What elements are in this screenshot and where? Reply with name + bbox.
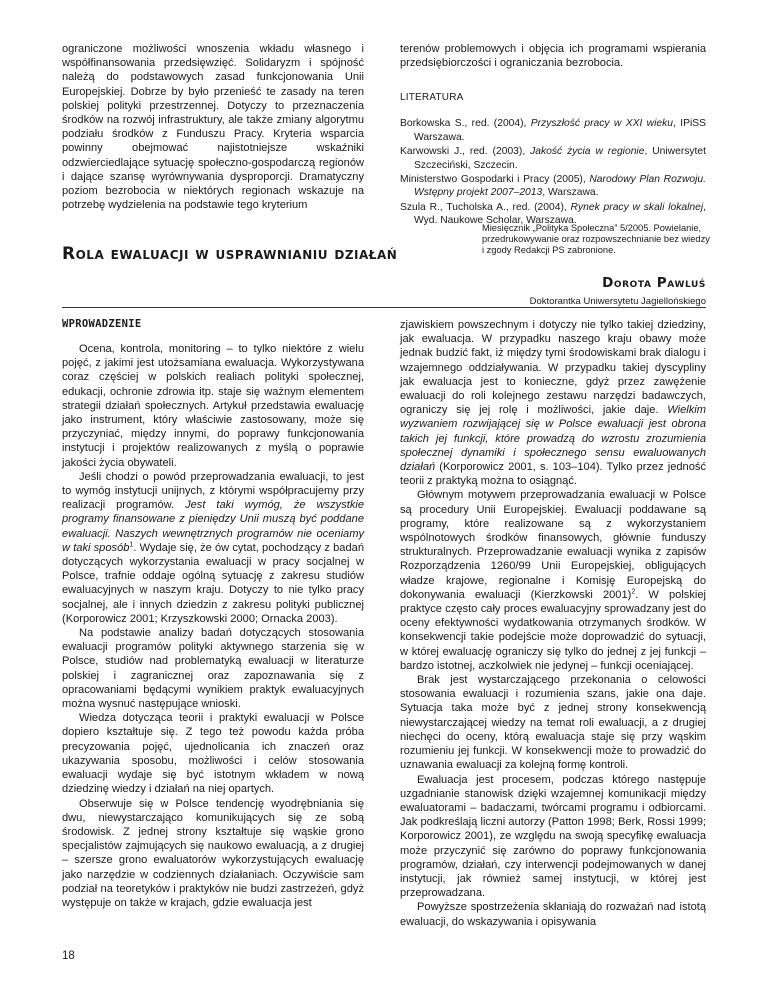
- paragraph: Głównym motywem przeprowadzania ewaluacji w Polsce są procedury Unii Europejskiej. Ewaluacji poddawane są programy, które realizowane są z wykorzystaniem wspólnotowych środków finansowych, głównie funduszy strukturalnych. Przeprowadzanie ewaluacji wynika z zapisów Rozporządzenia 1260/99 Unii Europejskiej, obligujących władze krajowe, regionalne i Komisję Europejską do dokonywania ewaluacji (Kierzkowski 2001)$^2$. W polskiej praktyce często cały proces ewaluacyjny sprowadzany jest do oceny efektywności wydatkowania otrzymanych środków. W konsekwencji takie podejście może doprowadzić do sytuacji, w której ewaluację ograniczy się tylko do jednej z jej funkcji – bardzo istotnej, aczkolwiek nie jedynej – funkcji oceniającej.: [400, 489, 706, 672]
- article-right-column: [400, 318, 706, 929]
- paragraph: Wiedza dotycząca teorii i praktyki ewaluacji w Polsce dopiero kształtuje się. Z tego też powodu każda próba precyzowania pojęć, ujednolicania ich znaczeń oraz ukazywania sposobu, możliwości i celów stosowania ewaluacji wydaje się być istotnym wkładem w nową dziedzinę wiedzy i działań na niej opartych.: [62, 712, 364, 796]
- reference-item: Borkowska S., red. (2004), Przyszłość pracy w XXI wieku, IPiSS Warszawa.: [400, 118, 706, 143]
- page-number: 18: [62, 950, 75, 962]
- reference-item: Ministerstwo Gospodarki i Pracy (2005), Narodowy Plan Rozwoju. Wstępny projekt 2007–2013, Warszawa.: [400, 174, 706, 199]
- paragraph: Obserwuje się w Polsce tendencję wyodrębniania się dwu, niewystarczająco komunikujących się ze sobą środowisk. Z jednej strony kształtuje się wąskie grono specjalistów zajmujących się naukowo ewaluacją, a z drugiej – szersze grono ewaluatorów wykorzystujących ewaluację jako narzędzie w codziennych działaniach. Oczywiście sam podział na teoretyków i praktyków nie budzi zastrzeżeń, gdyż występuje on także w krajach, gdzie ewaluacja jest: [62, 797, 364, 909]
- paragraph: Ewaluacja jest procesem, podczas którego następuje uzgadnianie stanowisk dzięki wzajemnej komunikacji między ewaluatorami – badaczami, twórcami programu i odbiorcami. Jak podkreślają liczni autorzy (Patton 1998; Berk, Rossi 1999; Korporowicz 2001), ze względu na swoją specyfikę ewaluacja może przyczynić się zarówno do poprawy funkcjonowania programów, działań, czy interwencji podejmowanych w danej instytucji, jak również samej instytucji, w której jest przeprowadzana.: [400, 773, 706, 900]
- paragraph: zjawiskiem powszechnym i dotyczy nie tylko takiej dziedziny, jak ewaluacja. W przypadku naszego kraju obawy może jednak budzić fakt, iż między tymi środowiskami brak dialogu i wzajemnego oddziaływania. W przypadku takiej dyscypliny jak ewaluacja jest to konieczne, gdyż przez zawężenie ewaluacji do roli kolejnego zestawu narzędzi badawczych, ograniczy się jej rolę i możliwości, jakie daje. Wielkim wyzwaniem rozwijającej się w Polsce ewaluacji jest obrona takich jej funkcji, które prowadzą do wzrostu zrozumienia społecznej dynamiki i społecznego sensu ewaluowanych działań (Korporowicz 2001, s. 103–104). Tylko przez jedność teorii z praktyką można to osiągnąć.: [400, 319, 706, 488]
- section-heading: WPROWADZENIE: [62, 318, 142, 330]
- literature-heading: LITERATURA: [400, 92, 464, 104]
- article-author: Dorota Pawluś: [602, 275, 706, 291]
- paragraph: ograniczone możliwości wnoszenia wkładu własnego i współfinansowania przedsięwzięć. Solidaryzm i spójność należą do podstawowych zasad funkcjonowania Unii Europejskiej. Dobrze by było przenieść te zasady na teren polskiej polityki przestrzennej. Dotyczy to przeznaczenia środków na rozwój infrastruktury, ale także zmiany algorytmu podziału środków z Funduszu Pracy. Kryteria wsparcia powinny obejmować najistotniejsze wskaźniki odzwierciedlające sytuację społeczno-gospodarczą regionów i dające szansę wyrównywania dysproporcji. Dramatyczny poziom bezrobocia w niektórych regionach wskazuje na potrzebę wydzielenia na podstawie tego kryterium: [62, 43, 364, 212]
- reference-item: Karwowski J., red. (2003), Jakość życia w regionie, Uniwersytet Szczeciński, Szczecin.: [400, 146, 706, 171]
- paragraph: Jeśli chodzi o powód przeprowadzania ewaluacji, to jest to wymóg instytucji unijnych, z którymi współpracujemy przy realizacji programów. Jest taki wymóg, że wszystkie programy finansowane z pieniędzy Unii muszą być poddane ewaluacji. Naszych wewnętrznych programów nie oceniamy w taki sposób$^1$. Wydaje się, że ów cytat, pochodzący z badań dotyczących wykorzystania ewaluacji w pracy socjalnej w Polsce, trafnie oddaje ogólną sytuację z zakresu studiów ewaluacyjnych w naszym kraju. Dotyczy to nie tylko pracy socjalnej, ale i innych dziedzin z zakresu polityki publicznej (Korporowicz 2001; Krzyszkowski 2000; Ornacka 2003).: [62, 470, 365, 625]
- reference-item: Szula R., Tucholska A., red. (2004), Rynek pracy w skali lokalnej, Wyd. Naukowe Scholar, Warszawa.: [400, 201, 706, 227]
- header-divider: [62, 307, 706, 308]
- article-title: Rola ewaluacji w usprawnianiu działań: [62, 244, 398, 264]
- paragraph: terenów problemowych i objęcia ich programami wspierania przedsiębiorczości i ograniczania bezrobocia.: [400, 43, 706, 70]
- reference-list: [400, 117, 706, 227]
- paragraph: Powyższe spostrzeżenia skłaniają do rozważań nad istotą ewaluacji, do wskazywania i opisywania: [400, 901, 706, 928]
- article-left-column: [62, 318, 364, 910]
- previous-article-right-column: [400, 42, 706, 229]
- previous-article-ending: [62, 42, 364, 212]
- author-affiliation: Doktorantka Uniwersytetu Jagiellońskiego: [529, 296, 706, 307]
- paragraph: Brak jest wystarczającego przekonania o celowości stosowania ewaluacji i rozumienia szans, jakie ona daje. Sytuacja taka może być z jednej strony konsekwencją niewystarczającej wiedzy na temat roli ewaluacji, a z drugiej niechęci do oceny, którą ewaluacja staje się przy wąskim rozumieniu jej funkcji. W konsekwencji może to prowadzić do uznawania ewaluacji za kolejną formę kontroli.: [400, 674, 706, 772]
- paragraph: Na podstawie analizy badań dotyczących stosowania ewaluacji programów polityki aktywnego starzenia się w Polsce, studiów nad problematyką ewaluacji w literaturze polskiej i zagranicznej oraz zapoznawania się z opracowaniami będącymi wynikiem praktyk ewaluacyjnych można wysnuć następujące wnioski.: [62, 627, 364, 711]
- copyright-notice: Miesięcznik „Polityka Społeczna” 5/2005. Powielanie, przedrukowywanie oraz rozpowszechnianie bez wiedzy i zgody Redakcji PS zabronione.: [482, 223, 710, 256]
- paragraph: Ocena, kontrola, monitoring – to tylko niektóre z wielu pojęć, z jakimi jest utożsamiana ewaluacja. Wykorzystywana coraz częściej w polskich realiach polityki społecznej, edukacji, ochronie zdrowia itp. staje się ważnym elementem strategii działań społecznych. Artykuł przedstawia ewaluację jako instrument, który właściwie zastosowany, może się przyczyniać, między innymi, do poprawy funkcjonowania instytucji i projektów realizowanych z myślą o poprawie jakości życia obywateli.: [62, 343, 364, 469]
